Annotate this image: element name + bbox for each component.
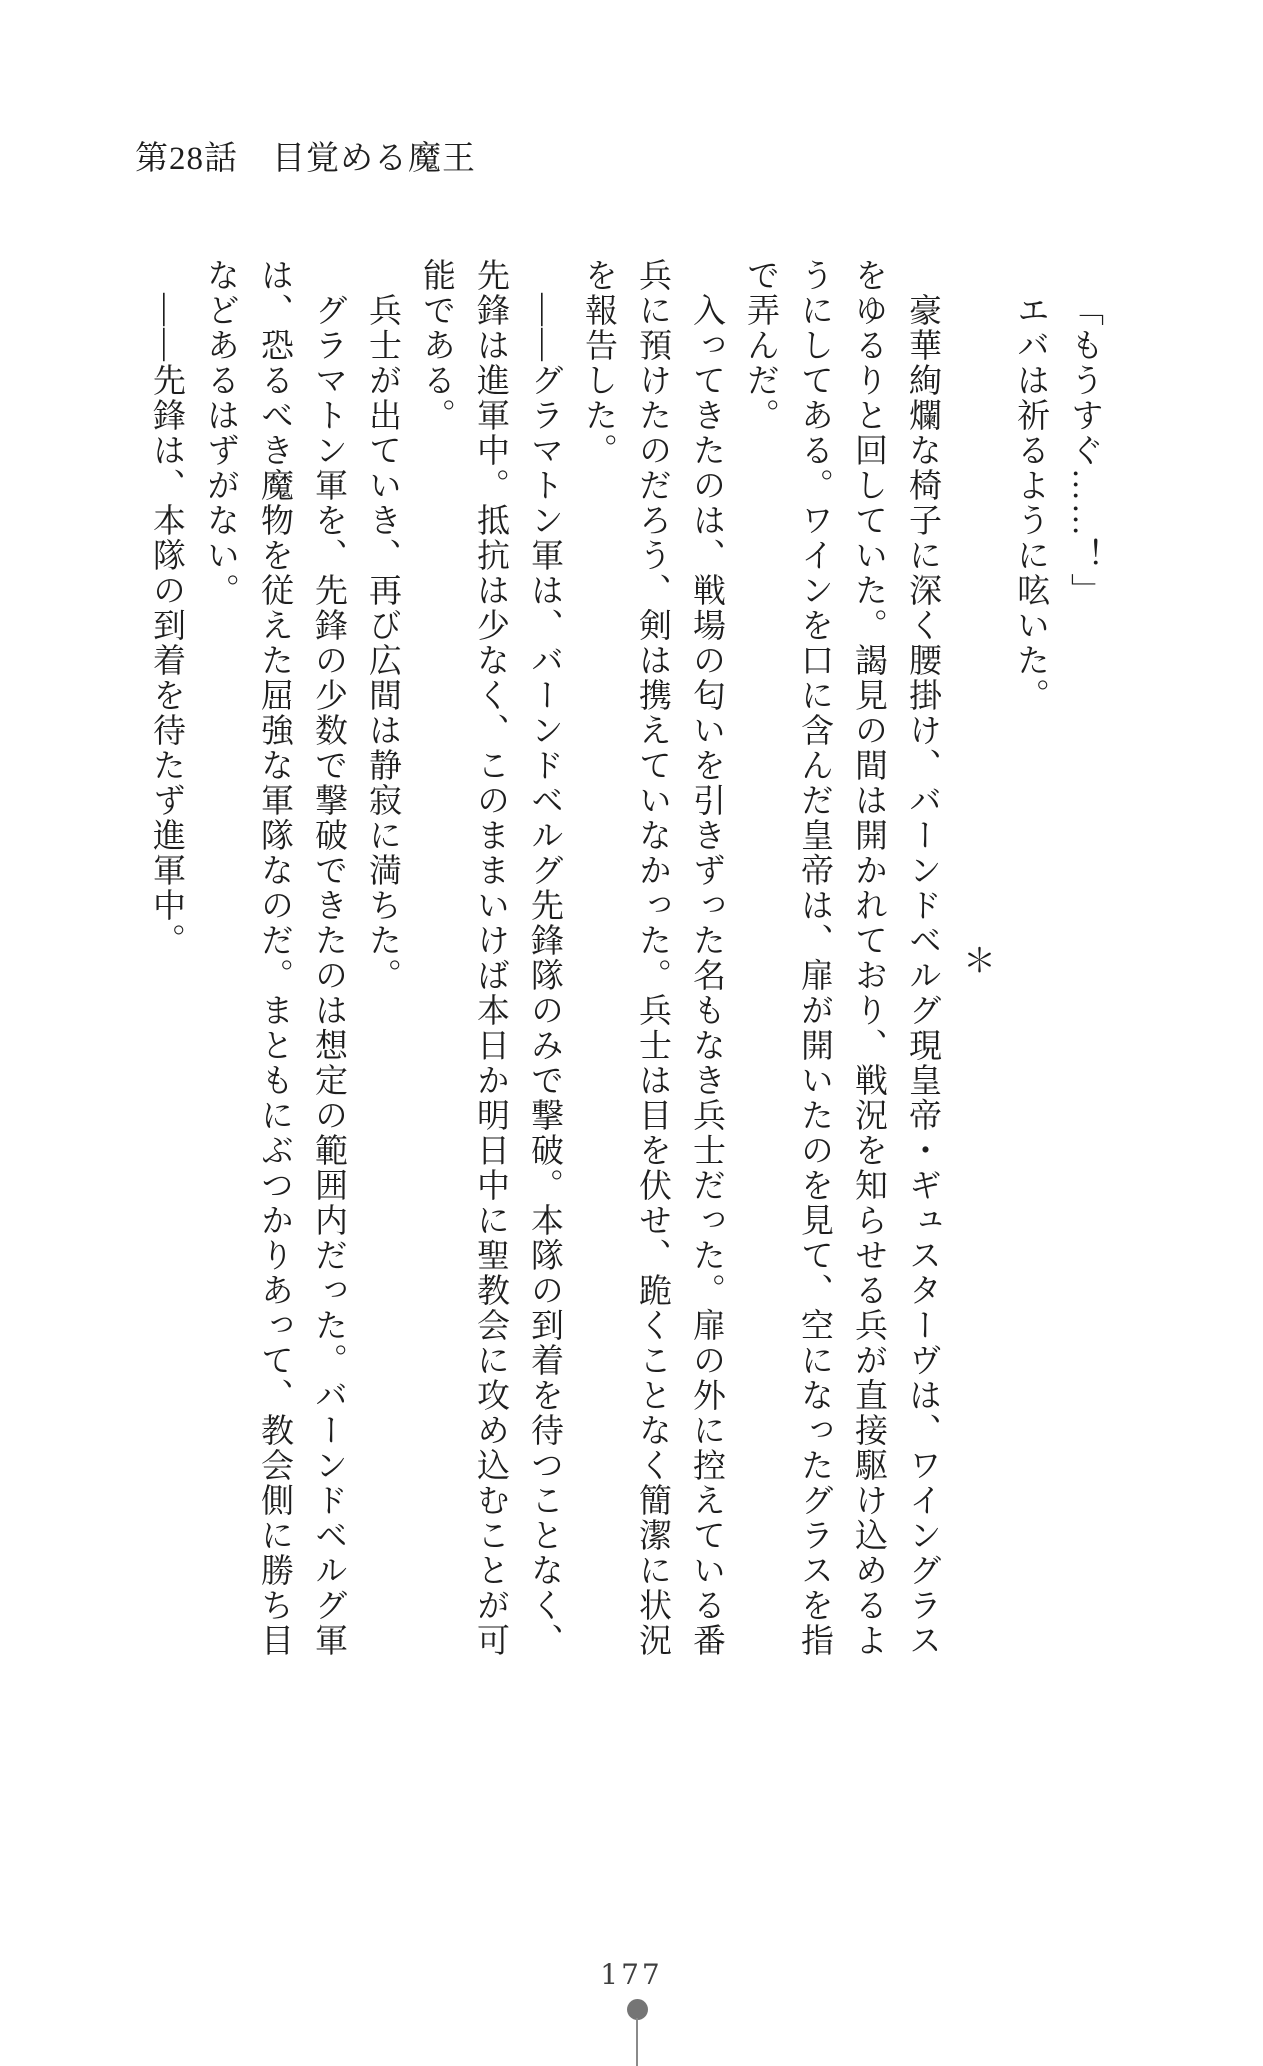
chapter-header: 第28話 目覚める魔王	[135, 141, 476, 177]
paragraph: 入ってきたのは、戦場の匂いを引きずった名もなき兵士だった。扉の外に控えている番兵に預けたのだろう、剣は携えていなかった。兵士は目を伏せ、跪くことなく簡潔に状況を報告した。	[580, 258, 724, 1658]
paragraph: 「もうすぐ……！」	[1066, 293, 1102, 608]
paragraph: 豪華絢爛な椅子に深く腰掛け、バーンドベルグ現皇帝・ギュスターヴは、ワイングラスをゆるりと回していた。謁見の間は開かれており、戦況を知らせる兵が直接駆け込めるようにしてある。ワインを口に含んだ皇帝は、扉が開いたのを見て、空になったグラスを指で弄んだ。	[742, 258, 940, 1658]
body-text	[139, 258, 1111, 1662]
paragraph: ――グラマトン軍は、バーンドベルグ先鋒隊のみで撃破。本隊の到着を待つことなく、先鋒は進軍中。抵抗は少なく、このままいけば本日か明日中に聖教会に攻め込むことが可能である。	[418, 258, 562, 1658]
scene-break-asterisk: ＊	[958, 942, 994, 978]
paragraph: ――先鋒は、本隊の到着を待たず進軍中。	[148, 293, 184, 958]
paragraph: 兵士が出ていき、再び広間は静寂に満ちた。	[364, 293, 400, 993]
footer-ornament-circle	[627, 1999, 648, 2020]
page-number: 177	[600, 1958, 663, 1991]
paragraph: グラマトン軍を、先鋒の少数で撃破できたのは想定の範囲内だった。バーンドベルグ軍は、恐るべき魔物を従えた屈強な軍隊なのだ。まともにぶつかりあって、教会側に勝ち目などあるはずがない。	[202, 258, 346, 1658]
paragraph: エバは祈るように呟いた。	[1012, 293, 1048, 713]
footer-ornament-line	[636, 2018, 638, 2066]
